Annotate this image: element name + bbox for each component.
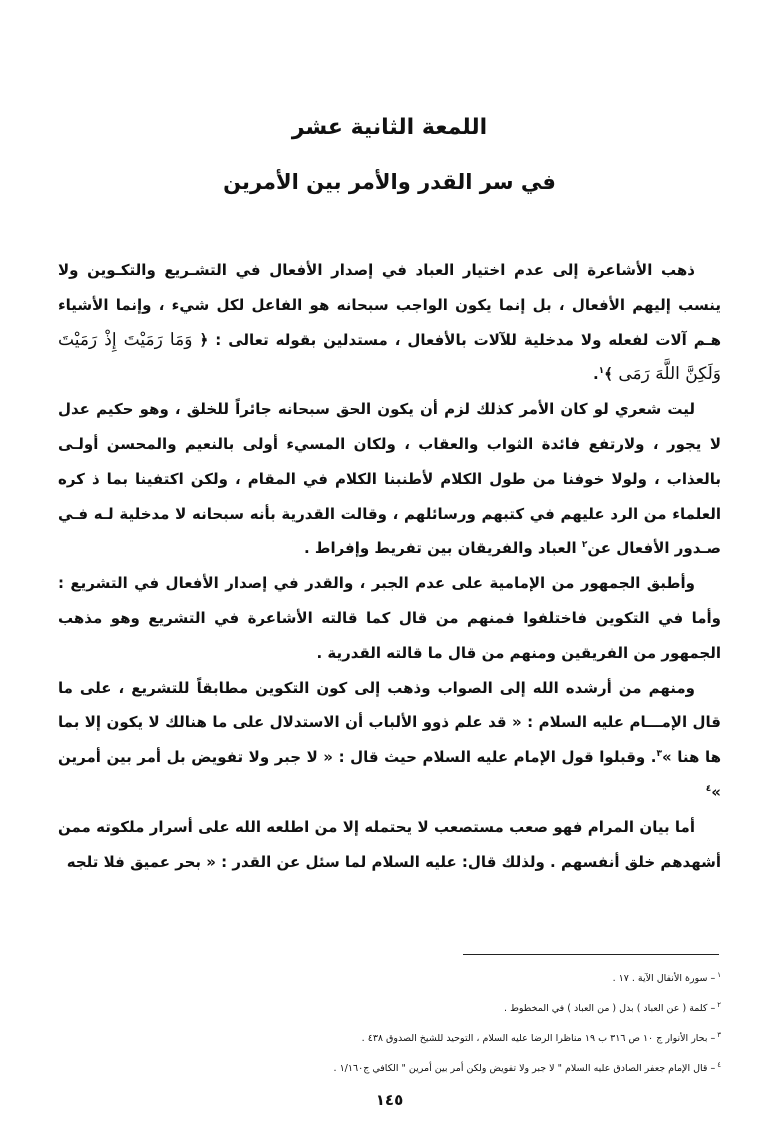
- paragraph-5: [58, 810, 721, 880]
- footnote-4: [150, 1052, 721, 1082]
- footnote-1-text: – سورة الأنفال الآية . ١٧ .: [612, 973, 716, 985]
- paragraph-4: [58, 671, 721, 810]
- paragraph-4-text: ومنهم من أرشده الله إلى الصواب وذهب إلى كون التكوين مطابقاً للتشريع ، على ما قال الإمـــام عليه السلام : « قد علم ذوو الألباب أن الاستدلال على ما هنالك لا يكون إلا بما ها هنا »: [58, 678, 721, 767]
- paragraph-1-end: .: [592, 365, 599, 384]
- paragraph-5-text: أما بيان المرام فهو صعب مستصعب لا يحتمله إلا من اطلعه الله على أسرار ملكوته ممن أشهدهم خلق أنفسهم . ولذلك قال: عليه السلام لما سئل عن القدر : « بحر عميق فلا تلجه: [58, 817, 721, 871]
- page-number: ١٤٥: [375, 1091, 404, 1109]
- footnote-3-number: ٣: [717, 1031, 721, 1040]
- body-text: [58, 253, 721, 879]
- footnote-ref-4[interactable]: ٤: [705, 783, 712, 794]
- paragraph-2-text: ليت شعري لو كان الأمر كذلك لزم أن يكون الحق سبحانه جائراً للخلق ، وهو حكيم عدل لا يجور ، ولارتفع فائدة الثواب والعقاب ، ولكان المسيء أولى بالنعيم والمحسن أولـى بالعذاب ، ولولا خوفنا من طول الكلام لأطنبنا الكلام في المقام ، ولكن اكتفينا بما ذ كره العلماء من الرد عليهم في كتبهم ورسائلهم ، وقالت القدرية بأنه سبحانه لا مدخلية لـه فـي صـدور الأفعال عن: [58, 400, 721, 558]
- footnote-ref-1[interactable]: ١: [598, 366, 605, 377]
- footnote-divider: [463, 954, 719, 955]
- footnote-2-number: ٢: [717, 1001, 721, 1010]
- paragraph-4-end: . وقبلوا قول الإمام عليه السلام حيث قال : « لا جبر ولا تفويض بل أمر بين أمرين »: [58, 748, 721, 801]
- paragraph-1-text: ذهب الأشاعرة إلى عدم اختيار العباد في إصدار الأفعال في التشـريع والتكـوين ولا ينسب إليهم الأفعال ، بل إنما يكون الواجب سبحانه هو الفاعل لكل شيء ، وإنما الأشياء هـم آلات لفعله ولا مدخلية للآلات بالأفعال ، مستدلين بقوله تعالى : ﴿: [58, 261, 721, 349]
- footnote-1-number: ١: [717, 971, 721, 979]
- paragraph-3: [58, 566, 721, 670]
- footnote-1: [150, 962, 721, 992]
- paragraph-2-end: العباد والفريقان بين تفريط وإفراط .: [303, 539, 582, 558]
- footnote-2: [150, 992, 721, 1022]
- footnote-3-text: – بحار الأنوار ج ١٠ ص ٣١٦ ب ١٩ مناظرا الرضا عليه السلام ، التوحيد للشيخ الصدوق ٤٣٨ .: [361, 1033, 716, 1045]
- footnote-2-text: – كلمة ( عن العباد ) بدل ( من العباد ) في المخطوط .: [504, 1003, 716, 1015]
- footnote-4-text: – قال الإمام جعفر الصادق عليه السلام " لا جبر ولا تفويض ولكن أمر بين أمرين " الكافي ج١/١٦٠ .: [333, 1063, 716, 1075]
- footnote-4-number: ٤: [717, 1061, 721, 1070]
- paragraph-1: [58, 253, 721, 392]
- footnotes: [150, 962, 721, 1083]
- footnote-ref-2[interactable]: ٢: [581, 540, 588, 551]
- chapter-subtitle: في سر القدر والأمر بين الأمرين: [223, 170, 556, 194]
- footnote-3: [150, 1022, 721, 1052]
- paragraph-2: [58, 392, 721, 566]
- footnote-ref-3[interactable]: ٣: [656, 749, 662, 760]
- paragraph-3-text: وأطبق الجمهور من الإمامية على عدم الجبر ، والقدر في إصدار الأفعال في التشريع : وأما في التكوين فاختلفوا فمنهم من قال كما قالته الأشاعرة في التشريع وهو مذهب الجمهور من الفريقين ومنهم من قال ما قالته القدرية .: [58, 574, 721, 662]
- verse-close-bracket: ﴾: [604, 365, 613, 384]
- chapter-title: اللمعة الثانية عشر: [291, 115, 488, 140]
- quran-verse: وَمَا رَمَيْتَ إِذْ رَمَيْتَ وَلَكِنَّ اللَّهَ رَمَى: [58, 329, 721, 385]
